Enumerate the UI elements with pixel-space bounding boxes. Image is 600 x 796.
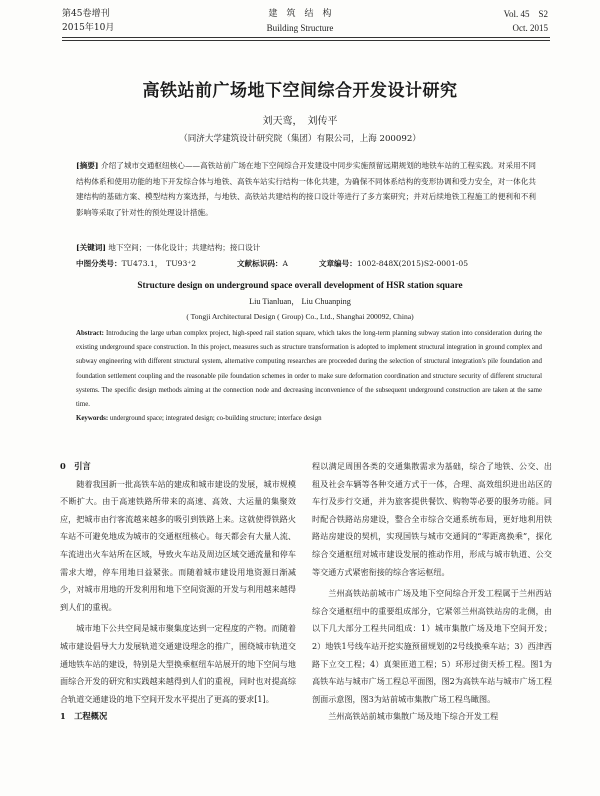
abstract-cn bbox=[76, 158, 536, 220]
article-no-value: 1002-848X(2015)S2-0001-05 bbox=[356, 259, 469, 268]
header-journal-cn: 建 筑 结 构 bbox=[268, 9, 332, 19]
paragraph: 兰州高铁站前城市广场及地下空间综合开发工程属于兰州西站综合交通枢纽中的重要组成部分，它紧邻兰州高铁站房的北侧，由以下几大部分工程共同组成：1）城市集散广场及地下空间开发；2）地铁1号线车站开挖实施预留规划的2号线换乘车站；3）西津西路下立交工程；4）真架匝道工程；5）环形过街天桥工程。图1为高铁车站与城市广场工程总平面图，图2为高铁车站与城市广场工程剖面示意图，图3为站前城市集散广场工程鸟瞰图。 bbox=[312, 588, 552, 704]
abstract-text: 介绍了城市交通枢纽核心——高铁站前广场在地下空间综合开发建设中同步实施预留远期规划的地铁车站的工程实践。对采用不同结构体系和使用功能的地下开发综合体与地铁、高铁车站实行结构一体化共建，为确保不同体系结构的变形协调和受力安全，对一体化共建结构的基础方案、模型结构方案选择，与地铁、高铁站共建结构的接口设计等进行了多方案研究；并对后续地铁工程施工的便利和不利影响等采取了针对性的预处理设计措施。 bbox=[76, 161, 537, 217]
page-title: 高铁站前广场地下空间综合开发设计研究 bbox=[142, 81, 458, 101]
english-abstract-text: Introducing the large urban complex project, high-speed rail station square, which takes the long-term planning subway station into consideration during the existing underground space construction. In this project, measures such as structure transformation is adopted to implement structural integration in ground complex and subway engineering with different structural system, alternative computing researches are proceeded during the selection of structural integration's pile foundation and foundation settlement coupling and the reasonable pile foundation schemes in order to make sure deformation coordination and structure security of different structural systems. The specific design methods aiming at the connection node and decreasing inconvenience of the subsequent underground construction are taken at the same time. bbox=[76, 330, 542, 409]
class-label: 中图分类号： bbox=[76, 259, 122, 268]
section-heading-intro: 0 引言 bbox=[60, 461, 91, 471]
english-abstract bbox=[76, 327, 542, 426]
abstract-label: [摘要] bbox=[76, 161, 99, 170]
header-rule-thin bbox=[62, 40, 550, 41]
english-authors: Liu Tianluan， Liu Chuanping bbox=[249, 297, 351, 306]
paragraph: 随着我国新一批高铁车站的建成和城市建设的发展，城市规模不断扩大。由于高速铁路所带来的高速、高效、大运量的集聚效应，把城市由行客流越来越多的吸引到铁路上来。这就使得铁路火车站不可避免地成为城市的交通枢纽核心。每天都会有大量人流、车流进出火车站所在区域，导致火车站及周边区域交通流量和停车需求大增，停车用地日益紧张。而随着城市建设用地资源日渐减少，对城市用地的开发利用和地下空间资源的开发与利用越来越得到人们的重视。 bbox=[60, 478, 296, 612]
header-volume-en: Vol. 45 S2 bbox=[503, 9, 548, 19]
classification-line bbox=[76, 256, 536, 272]
keywords-cn bbox=[76, 240, 536, 256]
keywords-text: 地下空间；一体化设计；共建结构；接口设计 bbox=[108, 243, 261, 252]
keywords-label: [关键词] bbox=[76, 243, 106, 252]
english-keywords-text: underground space; integrated design; co-building structure; interface design bbox=[109, 415, 322, 423]
right-column bbox=[312, 458, 552, 726]
english-keywords-label: Keywords: bbox=[76, 415, 109, 423]
paragraph: 兰州高铁站前城市集散广场及地下综合开发工程 bbox=[328, 711, 499, 722]
authors: 刘天鸾， 刘传平 bbox=[262, 116, 338, 127]
header-volume: 第45卷增刊 bbox=[62, 9, 110, 19]
class-value: TU473.1， TU93⁺2 bbox=[121, 259, 197, 268]
paragraph: 程以满足周围各类的交通集散需求为基础，综合了地铁、公交、出租及社会车辆等各种交通方式于一体，合理、高效组织进出站区的车行及步行交通，并为旅客提供餐饮、购物等必要的服务功能。同时配合铁路站房建设，整合全市综合交通系统布局，更好地利用铁路站房建设的契机，实现国铁与城市交通间的“零距离换乘”，探化综合交通枢纽对城市建设发展的推动作用，形成与城市轨道、公交等交通方式紧密衔接的综合客运枢纽。 bbox=[312, 461, 552, 577]
doc-code-label: 文献标识码： bbox=[236, 259, 283, 268]
header-rule bbox=[62, 37, 550, 38]
english-abstract-label: Abstract: bbox=[76, 330, 104, 337]
header-date-en: Oct. 2015 bbox=[512, 23, 548, 33]
english-title: Structure design on underground space overall development of HSR station square bbox=[137, 280, 463, 290]
article-no-label: 文章编号： bbox=[318, 259, 357, 268]
paragraph: 城市地下公共空间是城市聚集度达到一定程度的产物。而随着城市建设倡导大力发展轨道交通建设理念的推广，围绕城市轨道交通地铁车站的建设，特别是大型换乘枢纽车站展开的地下空间与地面综合开发的研究和实践越来越得到人们的重视，同时也对提高综合轨道交通建设的地下空间开发水平提出了更高的要求[1]。 bbox=[60, 623, 296, 704]
section-heading-overview: 1 工程概况 bbox=[60, 711, 108, 722]
header-date: 2015年10月 bbox=[62, 23, 115, 33]
doc-code-value: A bbox=[282, 259, 289, 268]
affiliation: （同济大学建筑设计研究院（集团）有限公司，上海 200092） bbox=[179, 134, 421, 144]
left-column bbox=[60, 458, 296, 726]
english-affiliation: ( Tongji Architectural Design ( Group) Co., Ltd., Shanghai 200092, China) bbox=[186, 312, 414, 321]
header-journal-en: Building Structure bbox=[266, 23, 334, 33]
